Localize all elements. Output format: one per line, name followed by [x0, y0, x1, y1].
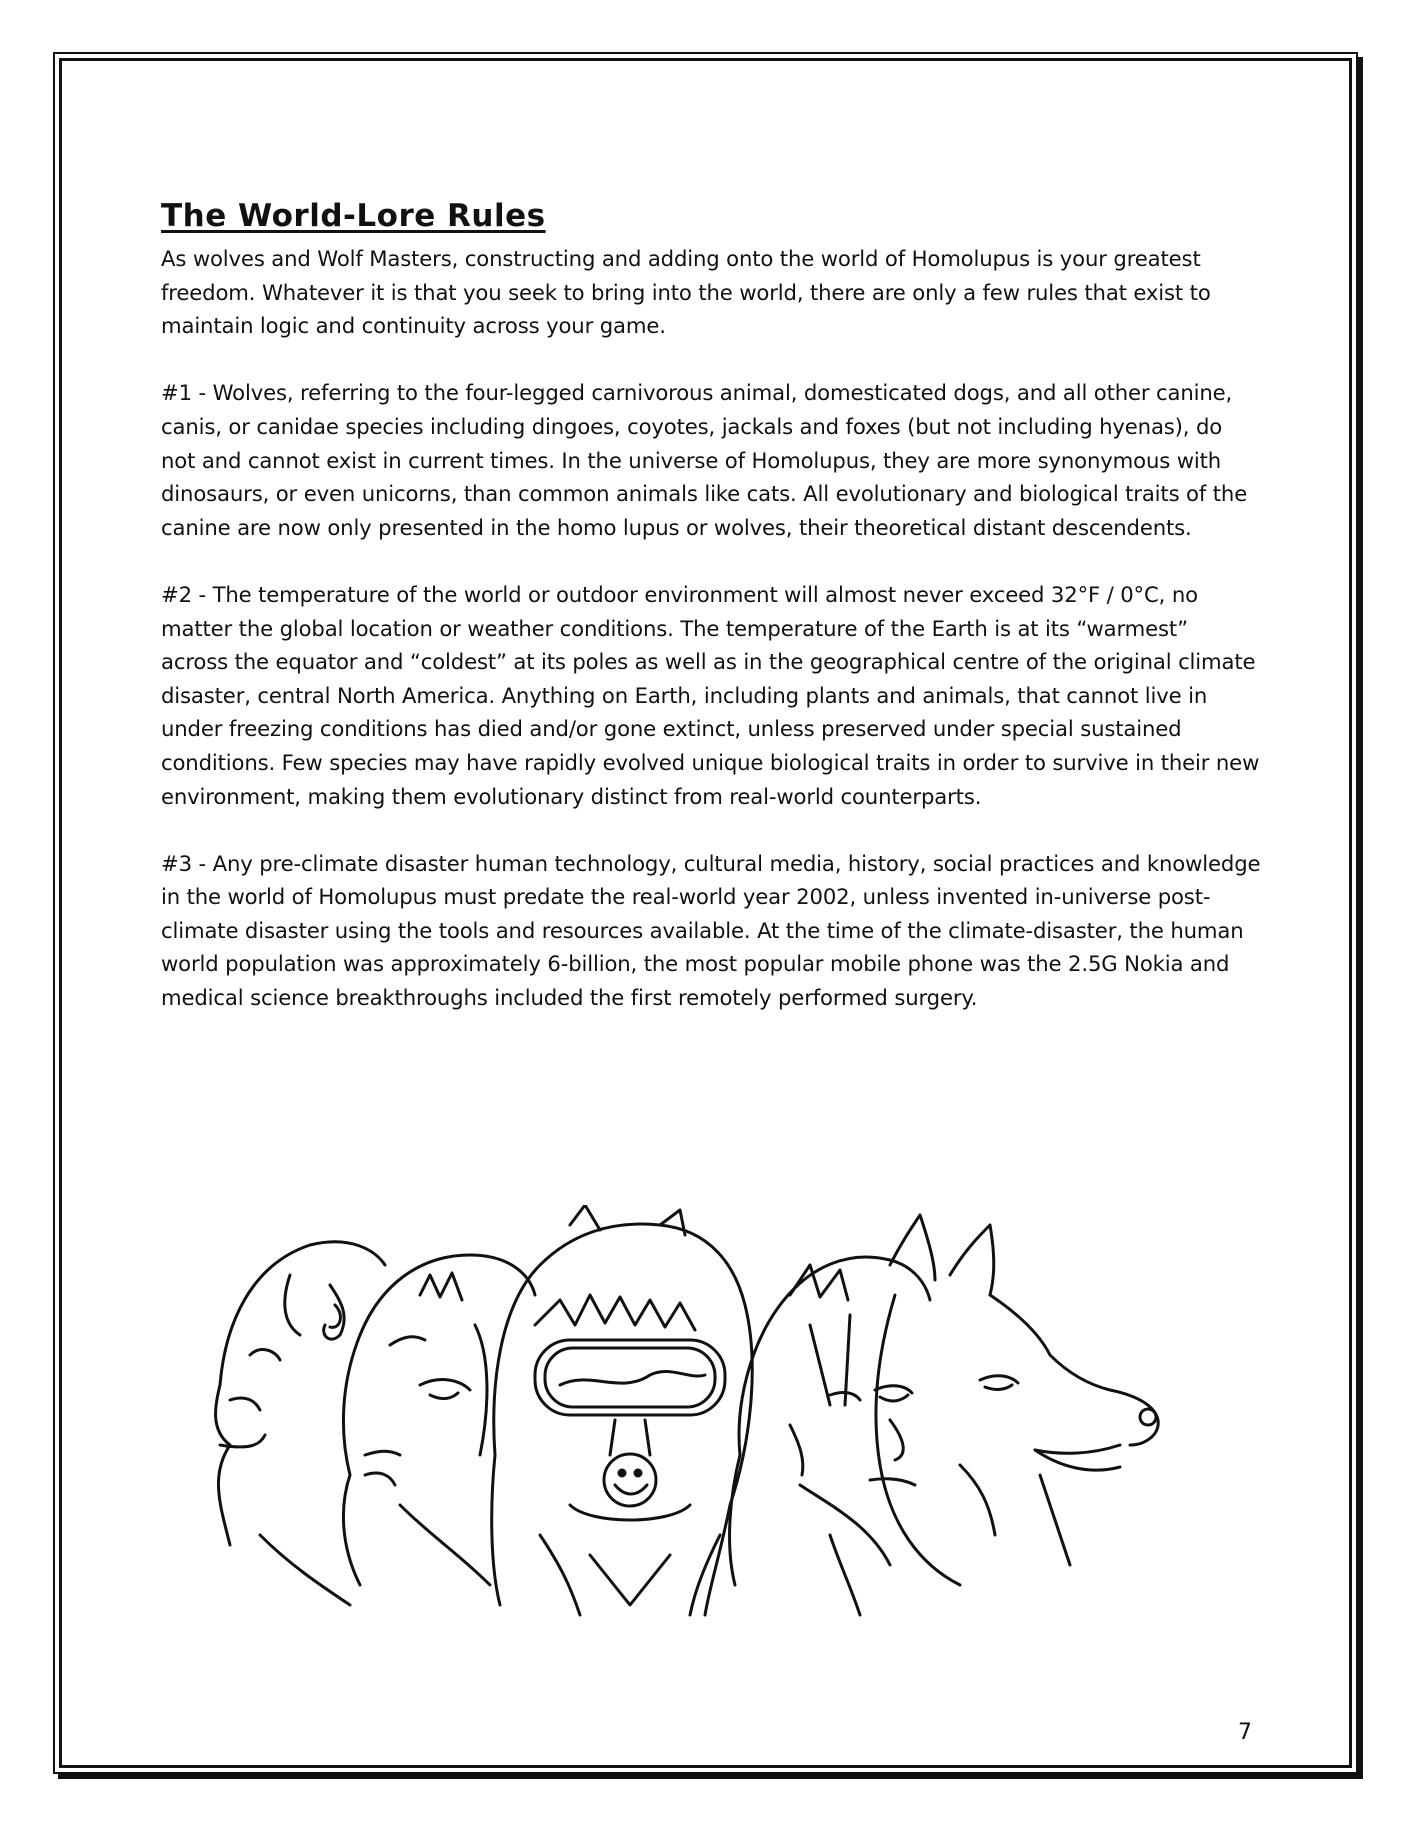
man-head-drawing: [730, 1257, 930, 1615]
page-number: 7: [1238, 1720, 1252, 1745]
rule-2-paragraph: #2 - The temperature of the world or outdoor environment will almost never exceed 32°F / 0°C, no matter the global location or weather conditions. The temperature of the Earth is at its “warmest” across the equator and “coldest” at its poles as well as in the geographical centre of the original climate disaster, central North America. Anything on Earth, including plants and animals, that cannot live in under freezing conditions has died and/or gone extinct, unless preserved under special sustained conditions. Few species may have rapidly evolved unique biological traits in order to survive in their new environment, making them evolutionary distinct from real-world counterparts.: [161, 581, 1260, 809]
early-human-head-drawing: [343, 1255, 535, 1585]
intro-paragraph: As wolves and Wolf Masters, constructing and adding onto the world of Homolupus is your greatest freedom. Whatever it is that you seek to bring into the world, there are only a few rules that exist to maintain logic and continuity across your game.: [161, 246, 1211, 339]
goggled-figure-drawing: [492, 1205, 753, 1615]
ape-head-drawing: [216, 1242, 385, 1605]
rule-3-paragraph: #3 - Any pre-climate disaster human technology, cultural media, history, social practices and knowledge in the world of Homolupus must predate the real-world year 2002, unless invented in-universe post-climate disaster using the tools and resources available. At the time of the climate-disaster, the human world population was approximately 6-billion, the most popular mobile phone was the 2.5G Nokia and medical science breakthroughs included the first remotely performed surgery.: [161, 850, 1261, 1011]
page-title: The World-Lore Rules: [161, 198, 546, 234]
wolf-head-drawing: [876, 1215, 1158, 1585]
evolution-heads-illustration: [190, 1205, 1230, 1625]
page-content: [161, 196, 1261, 1048]
rule-1-paragraph: #1 - Wolves, referring to the four-legged carnivorous animal, domesticated dogs, and all other canine, canis, or canidae species including dingoes, coyotes, jackals and foxes (but not including hyenas), do not and cannot exist in current times. In the universe of Homolupus, they are more synonymous with dinosaurs, or even unicorns, than common animals like cats. All evolutionary and biological traits of the canine are now only presented in the homo lupus or wolves, their theoretical distant descendents.: [161, 380, 1248, 540]
